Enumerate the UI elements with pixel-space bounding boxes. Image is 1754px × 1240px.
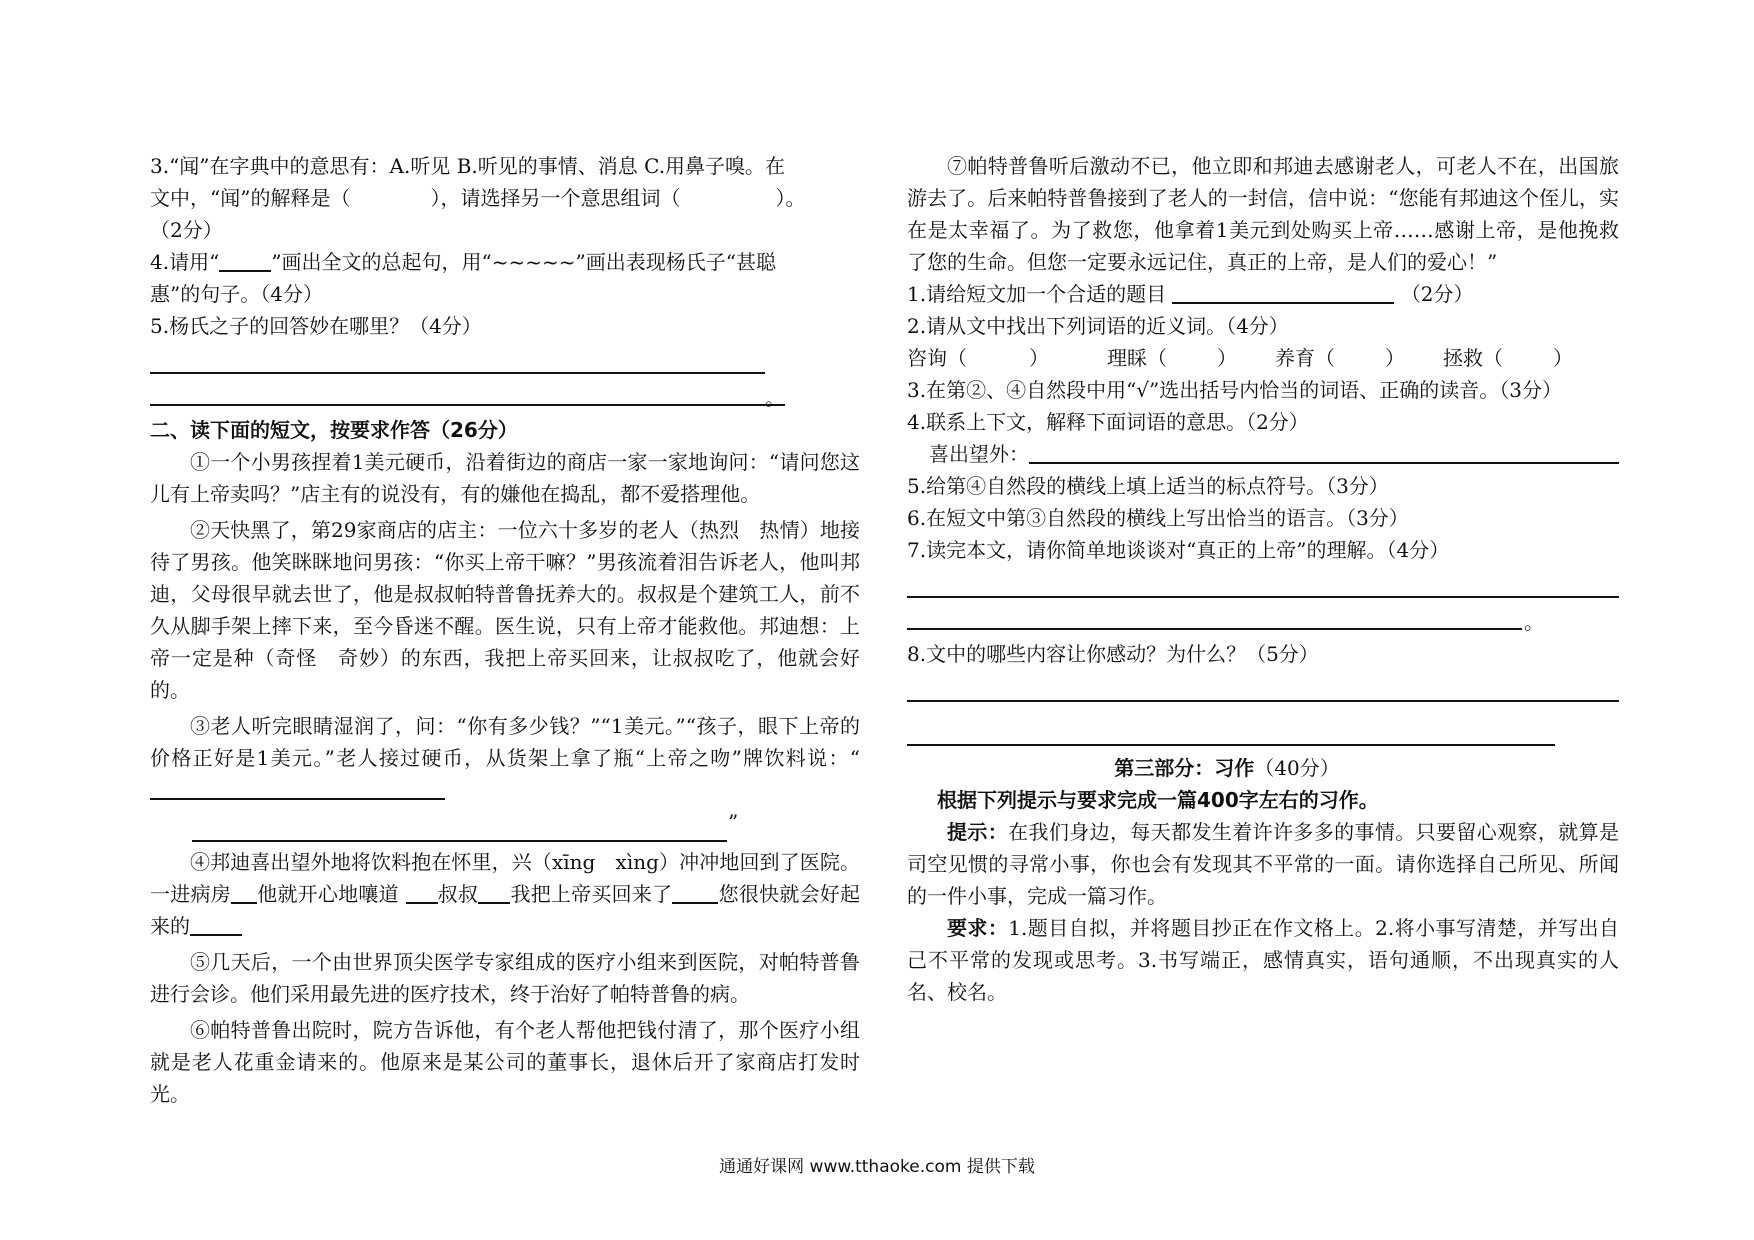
rq1-points: （2分） bbox=[1400, 282, 1474, 306]
rq6: 6.在短文中第③自然段的横线上写出恰当的语言。（3分） bbox=[907, 506, 1409, 530]
page-footer: 通通好课网 www.tthaoke.com 提供下载 bbox=[719, 1157, 1035, 1177]
rq2: 2.请从文中找出下列词语的近义词。（4分） bbox=[907, 314, 1289, 338]
q3-text-c: ）。 bbox=[775, 186, 806, 210]
paren-close-2: ） bbox=[1217, 346, 1237, 370]
rq4: 4.联系上下文，解释下面词语的意思。（2分） bbox=[907, 410, 1309, 434]
p4-blank-3[interactable] bbox=[478, 880, 510, 904]
p3-blank-2[interactable] bbox=[192, 818, 727, 842]
passage-p2: ②天快黑了，第29家商店的店主：一位六十多岁的老人（热烈 热情）地接待了男孩。他笑眯眯地问男孩：“你买上帝干嘛？”男孩流着泪告诉老人，他叫邦迪，父母很早就去世了，他是叔叔帕特普鲁抚养大的。叔叔是个建筑工人，前不久从脚手架上摔下来，至今昏迷不醒。医生说，只有上帝才能救他。邦迪想：上帝一定是种（奇怪 奇妙）的东西，我把上帝买回来，让叔叔吃了，他就会好的。 bbox=[150, 518, 860, 702]
p4-text-b: 他就开心地嚷道 bbox=[256, 882, 399, 906]
rq8-answer-line-2[interactable] bbox=[907, 722, 1555, 746]
part3-heading bbox=[907, 752, 1547, 784]
p3-text: ③老人听完眼睛湿润了，问：“你有多少钱？”“1美元。”“孩子，眼下上帝的价格正好是1美元。”老人接过硬币，从货架上拿了瓶“上帝之吻”牌饮料说：“ bbox=[150, 714, 860, 770]
p3-blank-row bbox=[150, 806, 860, 846]
q4-underline-sample bbox=[219, 248, 271, 272]
q3-line3: （2分） bbox=[150, 218, 223, 242]
synonym-yangyu: 养育（ bbox=[1275, 346, 1335, 370]
q4-text-b: ”画出全文的总起句，用“~~~~~”画出表现杨氏子“甚聪 bbox=[271, 250, 776, 274]
rq1-title-blank[interactable] bbox=[1172, 280, 1394, 304]
p4-text-e: 您很快就会好起来的 bbox=[150, 882, 861, 938]
paren-close-3: ） bbox=[1385, 346, 1405, 370]
p4-blank-2[interactable] bbox=[406, 880, 438, 904]
rq7-answer-line-1[interactable] bbox=[907, 574, 1619, 598]
q3-text-b: ），请选择另一个意思组词（ bbox=[430, 186, 681, 210]
req-text: 1.题目自拟，并将题目抄正在作文格上。2.将小事写清楚，并写出自己不平常的发现或思考。3.书写端正，感情真实，语句通顺，不出现真实的人名、校名。 bbox=[907, 916, 1619, 1004]
part3-requirements bbox=[907, 912, 1619, 1008]
rq7-answer-row-2 bbox=[907, 598, 1619, 632]
rq8-answer-line-1[interactable] bbox=[907, 678, 1619, 702]
rq4-word-row bbox=[907, 438, 1619, 470]
q5-question: 5.杨氏之子的回答妙在哪里？（4分） bbox=[150, 314, 482, 338]
q4-line1 bbox=[150, 246, 860, 278]
rq4-answer-line[interactable] bbox=[1029, 440, 1619, 464]
q5-period: 。 bbox=[765, 386, 785, 410]
q3-line1: 3.“闻”在字典中的意思有：A.听见 B.听见的事情、消息 C.用鼻子嗅。在 bbox=[150, 154, 786, 178]
paren-close-4: ） bbox=[1553, 346, 1573, 370]
part3-instruction: 根据下列提示与要求完成一篇400字左右的习作。 bbox=[937, 788, 1379, 812]
left-column bbox=[150, 150, 860, 1110]
synonym-zixun: 咨询（ bbox=[907, 346, 967, 370]
q5-answer-line-2[interactable] bbox=[150, 382, 785, 406]
rq7-answer-line-2[interactable] bbox=[907, 606, 1522, 630]
p4-text-c: 叔叔 bbox=[437, 882, 479, 906]
passage-p5: ⑤几天后，一个由世界顶尖医学专家组成的医疗小组来到医院，对帕特普鲁进行会诊。他们采用最先进的医疗技术，终于治好了帕特普鲁的病。 bbox=[150, 950, 860, 1006]
p4-text-d: 我把上帝买回来了 bbox=[510, 882, 673, 906]
hint-text: 在我们身边，每天都发生着许许多多的事情。只要留心观察，就算是司空见惯的寻常小事，你也会有发现其不平常的一面。请你选择自己所见、所闻的一件小事，完成一篇习作。 bbox=[907, 820, 1619, 908]
rq3: 3.在第②、④自然段中用“√”选出括号内恰当的词语、正确的读音。（3分） bbox=[907, 378, 1562, 402]
p4-blank-1[interactable] bbox=[231, 880, 257, 904]
q3-text-a: 文中，“闻”的解释是（ bbox=[150, 186, 351, 210]
rq7: 7.读完本文，请你简单地谈谈对“真正的上帝”的理解。（4分） bbox=[907, 538, 1450, 562]
passage-p7: ⑦帕特普鲁听后激动不已，他立即和邦迪去感谢老人，可老人不在，出国旅游去了。后来帕特普鲁接到了老人的一封信，信中说：“您能有邦迪这个侄儿，实在是太幸福了。为了救您，他拿着1美元到处购买上帝……感谢上帝，是他挽救了您的生命。但您一定要永远记住，真正的上帝，是人们的爱心！” bbox=[907, 154, 1619, 274]
p4-text-a: ④邦迪喜出望外地将饮料抱在怀里，兴（xīng xìng）冲冲地回到了医院。一进病房 bbox=[150, 850, 860, 906]
part3-points: （40分） bbox=[1254, 756, 1340, 780]
passage-p4 bbox=[150, 846, 860, 942]
rq1 bbox=[907, 278, 1619, 310]
p3-close-quote: ” bbox=[728, 810, 739, 834]
passage-p6: ⑥帕特普鲁出院时，院方告诉他，有个老人帮他把钱付清了，那个医疗小组就是老人花重金请来的。他原来是某公司的董事长，退休后开了家商店打发时光。 bbox=[150, 1018, 860, 1106]
q5-answer-row-2 bbox=[150, 374, 860, 408]
synonym-zhengjiu: 拯救（ bbox=[1443, 346, 1503, 370]
p4-blank-5[interactable] bbox=[190, 912, 242, 936]
q5-answer-line-1[interactable] bbox=[150, 350, 765, 374]
rq7-period: 。 bbox=[1524, 610, 1544, 634]
q4-text-a: 4.请用“ bbox=[150, 250, 220, 274]
section2-heading: 二、读下面的短文，按要求作答（26分） bbox=[150, 418, 518, 442]
q3-line2 bbox=[150, 182, 860, 214]
rq2-words bbox=[907, 342, 1619, 374]
req-label: 要求： bbox=[947, 916, 1009, 940]
p4-blank-4[interactable] bbox=[672, 880, 718, 904]
rq5: 5.给第④自然段的横线上填上适当的标点符号。（3分） bbox=[907, 474, 1389, 498]
right-column bbox=[907, 150, 1619, 1008]
passage-p1: ①一个小男孩捏着1美元硬币，沿着街边的商店一家一家地询问：“请问您这儿有上帝卖吗？”店主有的说没有，有的嫌他在捣乱，都不爱搭理他。 bbox=[150, 450, 860, 506]
part3-hint bbox=[907, 816, 1619, 912]
p3-blank-1[interactable] bbox=[150, 776, 445, 800]
part3-title: 第三部分：习作 bbox=[1114, 756, 1255, 780]
rq8: 8.文中的哪些内容让你感动？为什么？（5分） bbox=[907, 642, 1319, 666]
hint-label: 提示： bbox=[947, 820, 1009, 844]
q4-line2: 惠”的句子。（4分） bbox=[150, 282, 323, 306]
passage-p3 bbox=[150, 710, 860, 806]
rq1-text: 1.请给短文加一个合适的题目 bbox=[907, 282, 1167, 306]
rq4-word: 喜出望外： bbox=[929, 442, 1029, 466]
synonym-licai: 理睬（ bbox=[1107, 346, 1167, 370]
paren-close-1: ） bbox=[1029, 346, 1049, 370]
